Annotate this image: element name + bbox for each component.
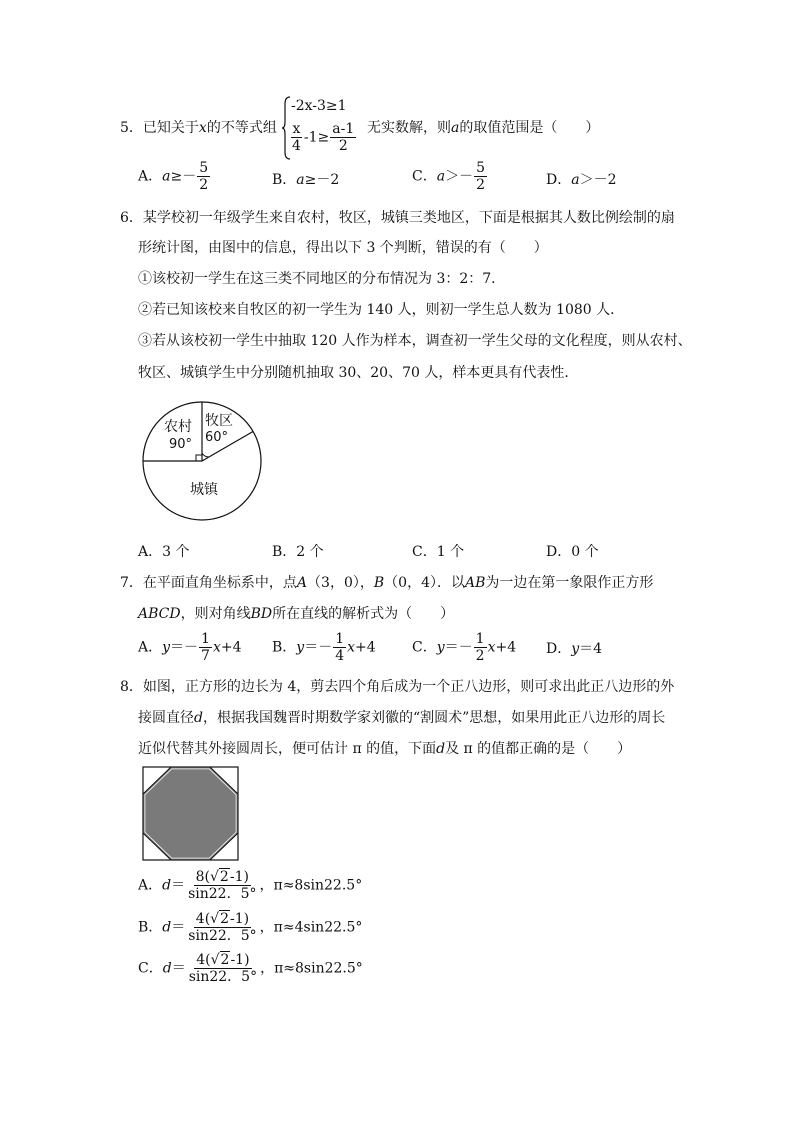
q5-stem-tail: 无实数解，则a的取值范围是（ ） xyxy=(367,120,600,136)
pie-label-town: 城镇 xyxy=(190,482,218,498)
q8-line3: 近似代替其外接圆周长，便可估计 π 的值，下面d及 π 的值都正确的是（ ） xyxy=(138,741,632,757)
q8-line1: 8．如图，正方形的边长为 4，剪去四个角后成为一个正八边形，则可求出此正八边形的外 xyxy=(120,679,675,695)
q7-line1: 7．在平面直角坐标系中，点A（3，0），B（0，4）．以AB为一边在第一象限作正方形 xyxy=(120,575,654,591)
q7-option-d[interactable]: D．y＝4 xyxy=(546,641,603,657)
q6-option-d[interactable]: D．0 个 xyxy=(546,544,599,560)
q6-option-b[interactable]: B．2 个 xyxy=(272,544,324,560)
q8-option-a[interactable]: A．d＝ $\frac{8(√2-1)}{\sin 22.5^\circ}$ ，π≈8sin22.5° xyxy=(138,869,363,902)
q5-ineq1: -2x-3≥1 xyxy=(291,98,347,114)
pie-angle-pasture: 60° xyxy=(205,430,229,445)
q7-option-c[interactable]: C．y＝－ $\frac{1}{2}$ x+4 xyxy=(412,631,517,664)
pie-angle-rural: 90° xyxy=(169,437,193,452)
q6-option-a[interactable]: A．3 个 xyxy=(138,544,190,560)
octagon xyxy=(143,767,238,860)
q5-option-c[interactable]: C．a＞－ $\frac{5}{2}$ xyxy=(412,160,485,193)
q8-option-b[interactable]: B．d＝ $\frac{4(√2-1)}{\sin 22.5^\circ}$ ，π≈4sin22.5° xyxy=(138,911,363,944)
q6-pie-chart xyxy=(140,400,266,524)
q5-frac-x4: $\frac{x}{4}$ xyxy=(292,121,301,154)
q5-ineq2: $\frac{x}{4}$ -1≥ $\frac{a-1}{2}$ xyxy=(292,121,355,154)
q5-option-d[interactable]: D．a＞－2 xyxy=(546,172,617,188)
q7-option-b[interactable]: B．y＝－ $\frac{1}{4}$ x+4 xyxy=(272,631,376,664)
q6-statement-1: ①该校初一学生在这三类不同地区的分布情况为 3：2：7． xyxy=(138,271,506,287)
q6-option-c[interactable]: C．1 个 xyxy=(412,544,465,560)
q8-option-c[interactable]: C．d＝ $\frac{4(√2-1)}{\sin 22.5^\circ}$ ，π≈8sin22.5° xyxy=(138,952,363,985)
q5-stem: 5．已知关于x的不等式组 xyxy=(120,120,277,136)
q5-option-b[interactable]: B．a≥－2 xyxy=(272,172,340,188)
q6-line1: 6．某学校初一年级学生来自农村，牧区，城镇三类地区，下面是根据其人数比例绘制的扇 xyxy=(120,210,675,226)
q5-option-a[interactable]: A．a≥－ $\frac{5}{2}$ xyxy=(138,160,209,193)
pie-label-pasture: 牧区 xyxy=(205,413,233,429)
q6-statement-3b: 牧区、城镇学生中分别随机抽取 30、20、70 人，样本更具有代表性． xyxy=(138,365,579,381)
q7-line2: ABCD，则对角线BD所在直线的解析式为（ ） xyxy=(138,606,455,622)
q8-octagon-figure xyxy=(142,766,240,862)
q6-statement-2: ②若已知该校来自牧区的初一学生为 140 人，则初一学生总人数为 1080 人． xyxy=(138,302,625,318)
q6-line2: 形统计图，由图中的信息，得出以下 3 个判断，错误的有（ ） xyxy=(138,240,548,256)
q6-statement-3a: ③若从该校初一学生中抽取 120 人作为样本，调查初一学生父母的文化程度，则从农村、 xyxy=(138,333,692,349)
q7-option-a[interactable]: A．y＝－ $\frac{1}{7}$ x+4 xyxy=(138,631,242,664)
pie-label-rural: 农村 xyxy=(164,419,192,435)
q5-frac-a: $\frac{a-1}{2}$ xyxy=(332,121,355,154)
q8-line2: 接圆直径d，根据我国魏晋时期数学家刘徽的“割圆术”思想，如果用此正八边形的周长 xyxy=(138,710,666,726)
